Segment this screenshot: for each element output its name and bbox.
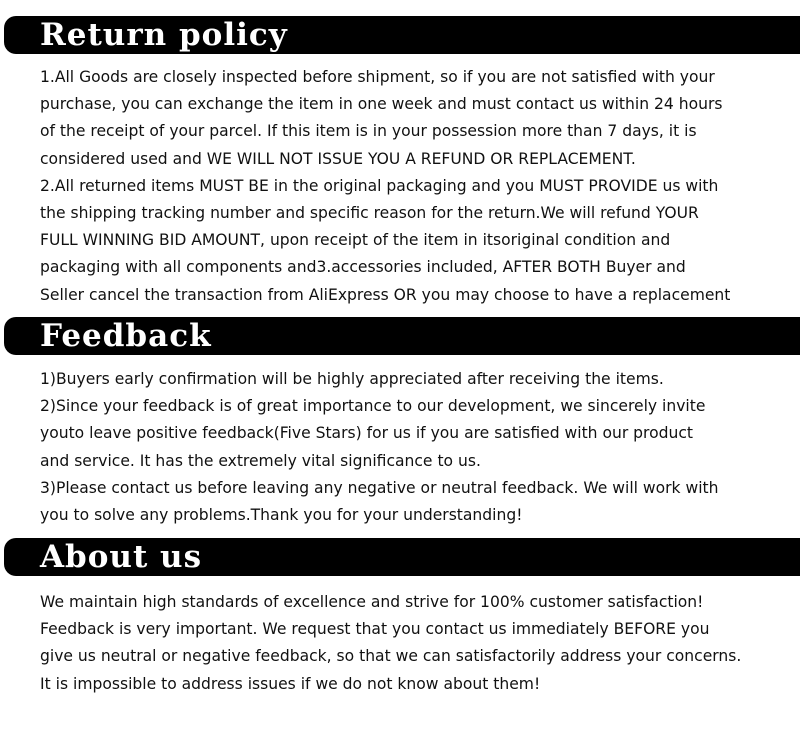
return-policy-line: considered used and WE WILL NOT ISSUE YOU A REFUND OR REPLACEMENT. [40, 149, 636, 168]
return-policy-heading: Return policy [40, 17, 288, 53]
return-policy-line: purchase, you can exchange the item in one week and must contact us within 24 hours [40, 95, 723, 114]
feedback-text [40, 366, 800, 529]
feedback-line: youto leave positive feedback(Five Stars) for us if you are satisfied with our product [40, 424, 694, 443]
return-policy-line: of the receipt of your parcel. If this item is in your possession more than 7 days, it is [40, 122, 697, 141]
return-policy-text [40, 64, 800, 309]
feedback-line: 2)Since your feedback is of great importance to our development, we sincerely invite [40, 397, 706, 416]
return-policy-line: the shipping tracking number and specific reason for the return.We will refund YOUR [40, 204, 699, 223]
feedback-line: 1)Buyers early confirmation will be highly appreciated after receiving the items. [40, 370, 664, 388]
about-us-heading: About us [40, 539, 203, 575]
return-policy-line: FULL WINNING BID AMOUNT, upon receipt of the item in itsoriginal condition and [40, 231, 671, 250]
about-us-banner [4, 538, 800, 576]
about-us-line: We maintain high standards of excellence and strive for 100% customer satisfaction! [40, 593, 704, 611]
feedback-line: and service. It has the extremely vital significance to us. [40, 451, 481, 470]
return-policy-line: packaging with all components and3.accessories included, AFTER BOTH Buyer and [40, 258, 686, 277]
feedback-banner [4, 317, 800, 355]
about-us-line: Feedback is very important. We request that you contact us immediately BEFORE you [40, 620, 710, 639]
return-policy-line: 2.All returned items MUST BE in the original packaging and you MUST PROVIDE us with [40, 176, 719, 195]
about-us-line: It is impossible to address issues if we do not know about them! [40, 674, 541, 693]
feedback-line: you to solve any problems.Thank you for your understanding! [40, 506, 523, 525]
about-us-line: give us neutral or negative feedback, so that we can satisfactorily address your concerns. [40, 647, 742, 666]
return-policy-line: Seller cancel the transaction from AliExpress OR you may choose to have a replacement [40, 285, 731, 304]
feedback-heading: Feedback [40, 318, 212, 354]
about-us-text [40, 589, 800, 698]
feedback-line: 3)Please contact us before leaving any negative or neutral feedback. We will work with [40, 478, 719, 497]
return-policy-banner [4, 16, 800, 54]
return-policy-line: 1.All Goods are closely inspected before shipment, so if you are not satisfied with your [40, 68, 715, 86]
